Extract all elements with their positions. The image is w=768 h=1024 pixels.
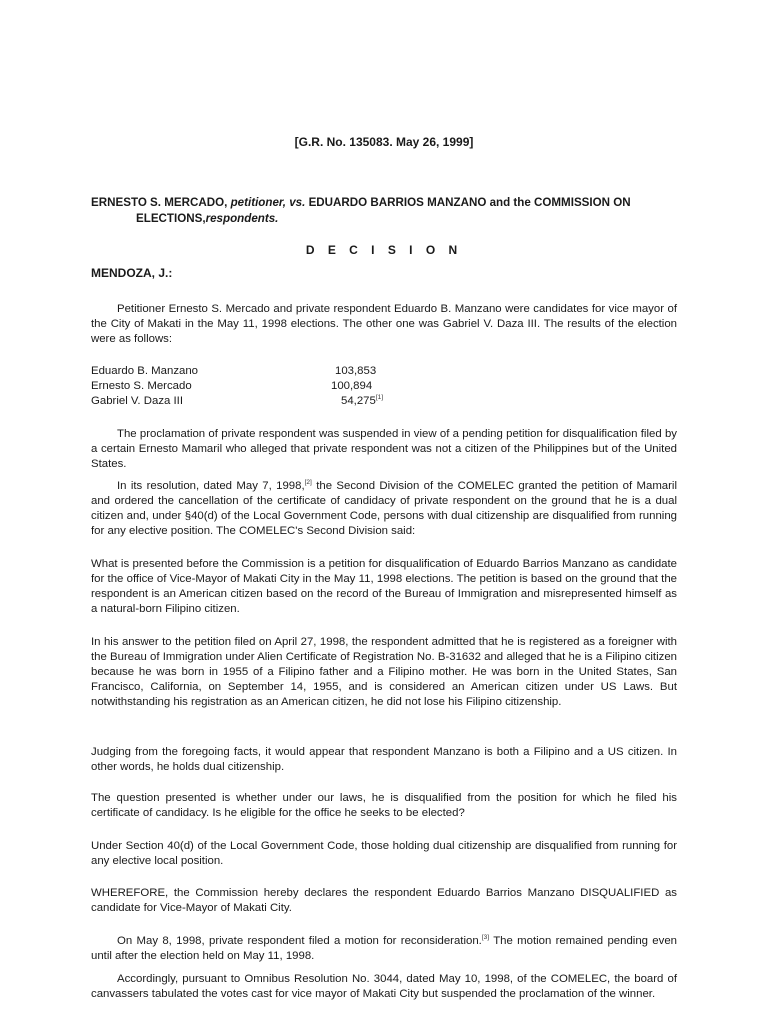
- parties-line-1: [91, 195, 671, 211]
- candidate-name: Eduardo B. Manzano: [91, 365, 199, 377]
- case-number: [G.R. No. 135083. May 26, 1999]: [294, 135, 474, 149]
- candidate-name: Gabriel V. Daza III: [91, 395, 184, 407]
- ponente: MENDOZA, J.:: [91, 266, 173, 280]
- footnote-ref-1[interactable]: [1]: [375, 394, 384, 402]
- paragraph-4: On May 8, 1998, private respondent filed a motion for reconsideration.[3] The motion remained pending even until after the election held on May 11, 1998.: [91, 934, 677, 962]
- paragraph-1: Petitioner Ernesto S. Mercado and private respondent Eduardo B. Manzano were candidates for vice mayor of the City of Makati in the May 11, 1998 elections. The other one was Gabriel V. Daza III. The results of the election were as follows:: [91, 303, 677, 345]
- footnote-ref-2[interactable]: [2]: [304, 479, 312, 487]
- case-parties: [91, 195, 671, 227]
- paragraph-3: In its resolution, dated May 7, 1998,[2] the Second Division of the COMELEC granted the petition of Mamaril and ordered the cancellation of the certificate of candidacy of private respondent on the ground that he is a dual citizen and, under §40(d) of the Local Government Code, persons with dual citizenship are disqualified from running for any elective position. The COMELEC's Second Division said:: [91, 479, 677, 537]
- quoted-paragraph-3: Judging from the foregoing facts, it would appear that respondent Manzano is both a Filipino and a US citizen. In other words, he holds dual citizenship.: [91, 746, 677, 773]
- respondents-line-1: EDUARDO BARRIOS MANZANO and the COMMISSION ON: [308, 196, 631, 209]
- candidate-name: Ernesto S. Mercado: [91, 380, 192, 392]
- vote-count: 100,894: [331, 380, 373, 392]
- quoted-paragraph-2: In his answer to the petition filed on April 27, 1998, the respondent admitted that he is registered as a foreigner with the Bureau of Immigration under Alien Certificate of Registration No. B-31632 and alleged that he is a Filipino citizen because he was born in 1955 of a Filipino father and a Filipino mother. He was born in the United States, San Francisco, California, on September 14, 1955, and is considered an American citizen under US Laws. But notwithstanding his registration as an American citizen, he did not lose his Filipino citizenship.: [91, 636, 677, 708]
- quoted-paragraph-4: The question presented is whether under our laws, he is disqualified from the position for which he filed his certificate of candidacy. Is he eligible for the office he seeks to be elected?: [91, 792, 677, 819]
- paragraph-2: The proclamation of private respondent was suspended in view of a pending petition for disqualification filed by a certain Ernesto Mamaril who alleged that private respondent was not a citizen of the Philippines but of the United States.: [91, 428, 677, 470]
- petitioner-name: ERNESTO S. MERCADO,: [91, 196, 228, 209]
- quoted-paragraph-6: WHEREFORE, the Commission hereby declares the respondent Eduardo Barrios Manzano DISQUALIFIED as candidate for Vice-Mayor of Makati City.: [91, 887, 677, 914]
- respondents-line-2: ELECTIONS,: [136, 212, 206, 225]
- petitioner-role: petitioner, vs.: [230, 196, 306, 209]
- decision-heading: D E C I S I O N: [305, 243, 463, 257]
- parties-line-2: [91, 211, 671, 227]
- paragraph-5: Accordingly, pursuant to Omnibus Resolution No. 3044, dated May 10, 1998, of the COMELEC, the board of canvassers tabulated the votes cast for vice mayor of Makati City but suspended the proclamation of the winner.: [91, 973, 677, 1000]
- vote-count: 54,275[1]: [341, 394, 384, 407]
- quoted-paragraph-1: What is presented before the Commission is a petition for disqualification of Eduardo Barrios Manzano as candidate for the office of Vice-Mayor of Makati City in the May 11, 1998 elections. The petition is based on the ground that the respondent is an American citizen based on the record of the Bureau of Immigration and misrepresented himself as a natural-born Filipino citizen.: [91, 558, 677, 615]
- respondents-role: respondents.: [205, 212, 279, 225]
- footnote-ref-3[interactable]: [3]: [481, 934, 490, 942]
- vote-count: 103,853: [335, 365, 377, 377]
- quoted-paragraph-5: Under Section 40(d) of the Local Government Code, those holding dual citizenship are disqualified from running for any elective local position.: [91, 840, 677, 867]
